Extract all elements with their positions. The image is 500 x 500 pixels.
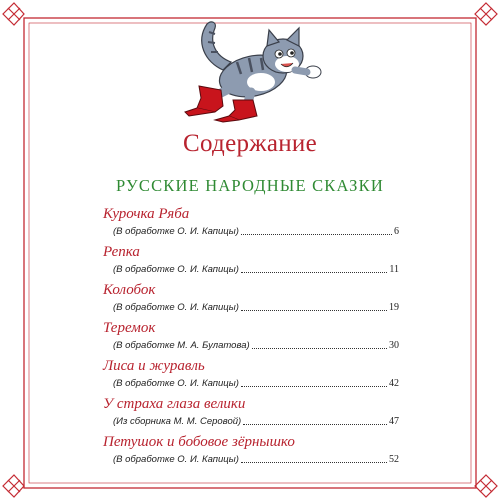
tale-title: Теремок bbox=[103, 320, 156, 336]
adaptation-note: (В обработке О. И. Капицы) bbox=[113, 454, 239, 465]
tale-title: У страха глаза велики bbox=[103, 396, 246, 412]
dot-leader bbox=[252, 342, 387, 349]
dot-leader bbox=[243, 418, 387, 425]
page-number: 11 bbox=[389, 264, 399, 275]
page-title: Содержание bbox=[183, 130, 317, 157]
page-number: 52 bbox=[389, 454, 399, 465]
tale-title: Лиса и журавль bbox=[103, 358, 205, 374]
toc-entry[interactable] bbox=[103, 206, 399, 244]
adaptation-note: (В обработке М. А. Булатова) bbox=[113, 340, 250, 351]
page-number: 19 bbox=[389, 302, 399, 313]
adaptation-note: (В обработке О. И. Капицы) bbox=[113, 302, 239, 313]
table-of-contents bbox=[103, 206, 399, 472]
section-heading: РУССКИЕ НАРОДНЫЕ СКАЗКИ bbox=[116, 176, 384, 195]
adaptation-note: (Из сборника М. М. Серовой) bbox=[113, 416, 242, 427]
adaptation-note: (В обработке О. И. Капицы) bbox=[113, 264, 239, 275]
cat-in-red-boots-icon bbox=[175, 12, 335, 124]
tale-title: Репка bbox=[103, 244, 140, 260]
page-number: 47 bbox=[389, 416, 399, 427]
tale-title: Петушок и бобовое зёрнышко bbox=[103, 434, 295, 450]
dot-leader bbox=[241, 456, 387, 463]
page-number: 6 bbox=[394, 226, 399, 237]
toc-entry[interactable] bbox=[103, 320, 399, 358]
toc-entry[interactable] bbox=[103, 282, 399, 320]
page-number: 30 bbox=[389, 340, 399, 351]
dot-leader bbox=[241, 228, 392, 235]
page-number: 42 bbox=[389, 378, 399, 389]
toc-entry[interactable] bbox=[103, 244, 399, 282]
toc-entry[interactable] bbox=[103, 358, 399, 396]
tale-title: Колобок bbox=[103, 282, 156, 298]
tale-title: Курочка Ряба bbox=[103, 206, 190, 222]
toc-entry[interactable] bbox=[103, 434, 399, 472]
adaptation-note: (В обработке О. И. Капицы) bbox=[113, 378, 239, 389]
dot-leader bbox=[241, 266, 387, 273]
dot-leader bbox=[241, 380, 387, 387]
adaptation-note: (В обработке О. И. Капицы) bbox=[113, 226, 239, 237]
toc-entry[interactable] bbox=[103, 396, 399, 434]
dot-leader bbox=[241, 304, 387, 311]
